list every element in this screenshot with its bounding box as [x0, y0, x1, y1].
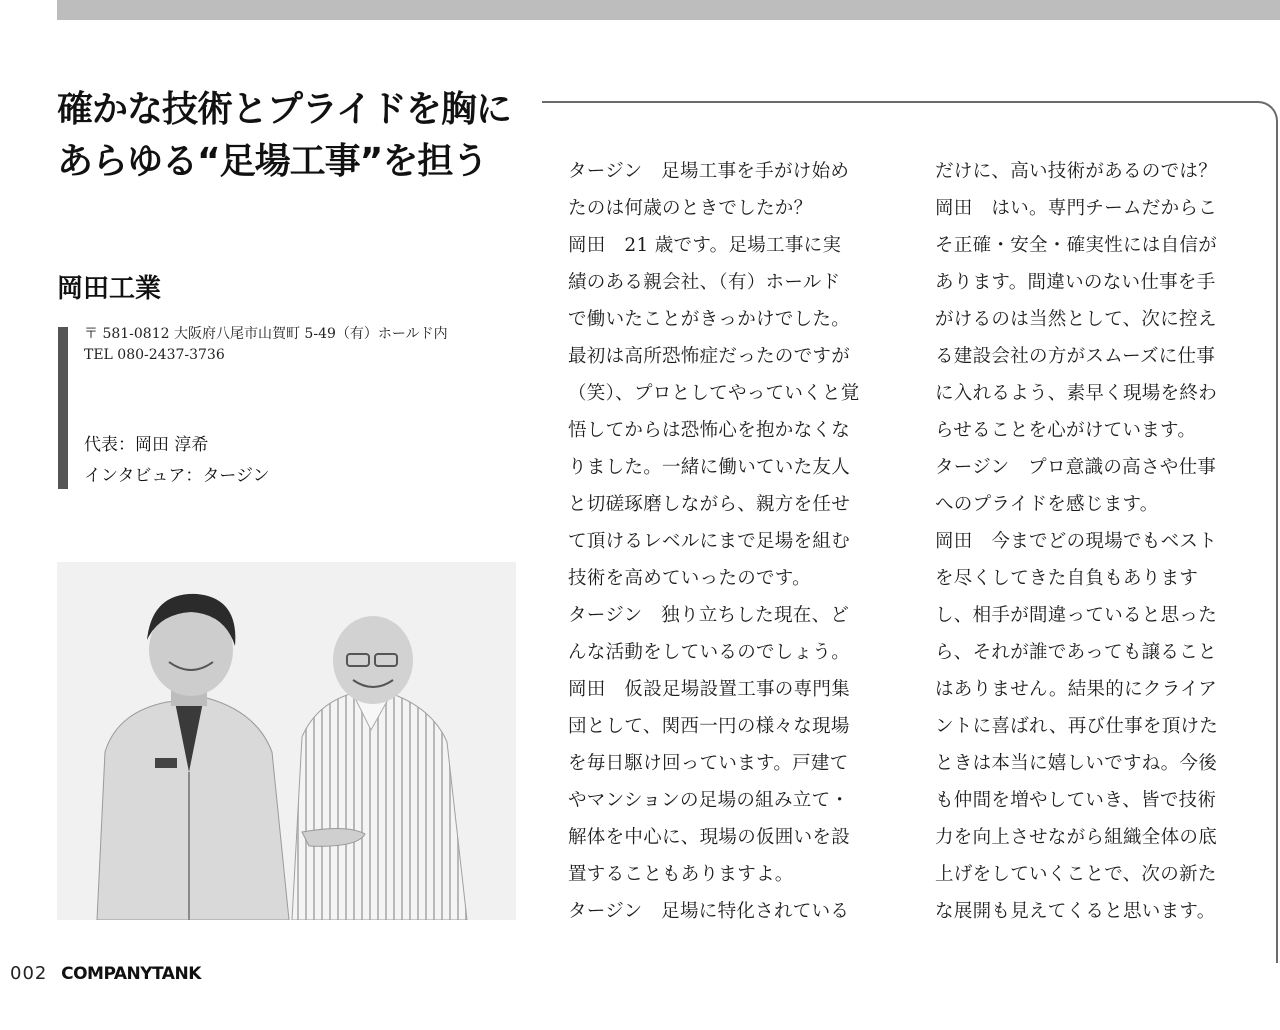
column2-line: な展開も見えてくると思います。 — [935, 901, 1216, 922]
column1-line: んな活動をしているのでしょう。 — [568, 642, 851, 663]
column2-line: タージン プロ意識の高さや仕事 — [935, 457, 1217, 478]
column2-line: あります。間違いのない仕事を手 — [935, 272, 1216, 293]
column1-line: りました。一緒に働いていた友人 — [568, 457, 851, 478]
column1-line: 績のある親会社、（有）ホールド — [568, 272, 841, 293]
column1-line: 悟してからは恐怖心を抱かなくな — [568, 420, 851, 441]
page-footer — [10, 963, 201, 984]
column2-line: へのプライドを感じます。 — [935, 494, 1159, 515]
column1-line: 置することもありますよ。 — [568, 864, 794, 885]
company-tel: TEL 080-2437-3736 — [84, 347, 225, 363]
column2-line: ときは本当に嬉しいですね。今後 — [935, 753, 1218, 774]
column1-line: と切磋琢磨しながら、親方を任せ — [568, 494, 851, 515]
article-column-2 — [935, 153, 1255, 930]
column1-line: 岡田 仮設足場設置工事の専門集 — [568, 679, 851, 700]
column1-line: （笑）、プロとしてやっていくと覚 — [568, 383, 860, 404]
column2-line: を尽くしてきた自負もあります — [935, 568, 1199, 589]
column2-line: だけに、高い技術があるのでは？ — [935, 161, 1218, 182]
column2-line: に入れるよう、素早く現場を終わ — [935, 383, 1218, 404]
company-contact — [84, 324, 448, 366]
column2-line: はありません。結果的にクライア — [935, 679, 1218, 700]
column1-line: 解体を中心に、現場の仮囲いを設 — [568, 827, 851, 848]
column1-line: 最初は高所恐怖症だったのですが — [568, 346, 851, 367]
column2-line: し、相手が間違っていると思った — [935, 605, 1218, 626]
column1-line: やマンションの足場の組み立て・ — [568, 790, 850, 811]
column1-line: タージン 足場に特化されている — [568, 901, 850, 922]
column2-line: も仲間を増やしていき、皆で技術 — [935, 790, 1217, 811]
column1-line: 岡田 21 歳です。足場工事に実 — [568, 235, 842, 256]
column1-line: たのは何歳のときでしたか？ — [568, 198, 813, 219]
column2-line: ら、それが誰であっても譲ること — [935, 642, 1217, 663]
column2-line: る建設会社の方がスムーズに仕事 — [935, 346, 1216, 367]
company-address: 〒 581-0812 大阪府八尾市山賀町 5-49（有）ホールド内 — [84, 326, 448, 342]
representative: 代表：岡田 淳希 — [84, 435, 209, 455]
article-column-1 — [568, 153, 888, 930]
column2-line: ントに喜ばれ、再び仕事を頂けた — [935, 716, 1219, 737]
column1-line: 団として、関西一円の様々な現場 — [568, 716, 850, 737]
article-headline — [57, 84, 557, 188]
column1-line: で働いたことがきっかけでした。 — [568, 309, 851, 330]
company-name: 岡田工業 — [57, 274, 162, 304]
magazine-logo: COMPANYTANK — [61, 964, 201, 984]
column2-line: らせることを心がけています。 — [935, 420, 1197, 441]
column1-line: 技術を高めていったのです。 — [568, 568, 811, 589]
headline-line-2: あらゆる“足場工事”を担う — [57, 141, 488, 182]
interview-photo — [57, 562, 516, 920]
column1-line: を毎日駆け回っています。戸建て — [568, 753, 849, 774]
column1-line: て頂けるレベルにまで足場を組む — [568, 531, 851, 552]
info-side-bar — [58, 327, 68, 489]
interview-people — [84, 430, 270, 492]
column2-line: そ正確・安全・確実性には自信が — [935, 235, 1218, 256]
column2-line: 上げをしていくことで、次の新た — [935, 864, 1217, 885]
photo-illustration — [57, 562, 516, 920]
page-number: 002 — [10, 963, 48, 984]
column1-line: タージン 独り立ちした現在、ど — [568, 605, 850, 626]
headline-line-1: 確かな技術とプライドを胸に — [57, 89, 511, 130]
column1-line: タージン 足場工事を手がけ始め — [568, 161, 850, 182]
column2-line: 岡田 はい。専門チームだからこ — [935, 198, 1218, 219]
column2-line: 力を向上させながら組織全体の底 — [935, 827, 1218, 848]
interviewer: インタビュア：タージン — [84, 466, 270, 486]
column2-line: 岡田 今までどの現場でもベスト — [935, 531, 1218, 552]
top-gray-bar — [57, 0, 1280, 20]
column2-line: がけるのは当然として、次に控え — [935, 309, 1217, 330]
